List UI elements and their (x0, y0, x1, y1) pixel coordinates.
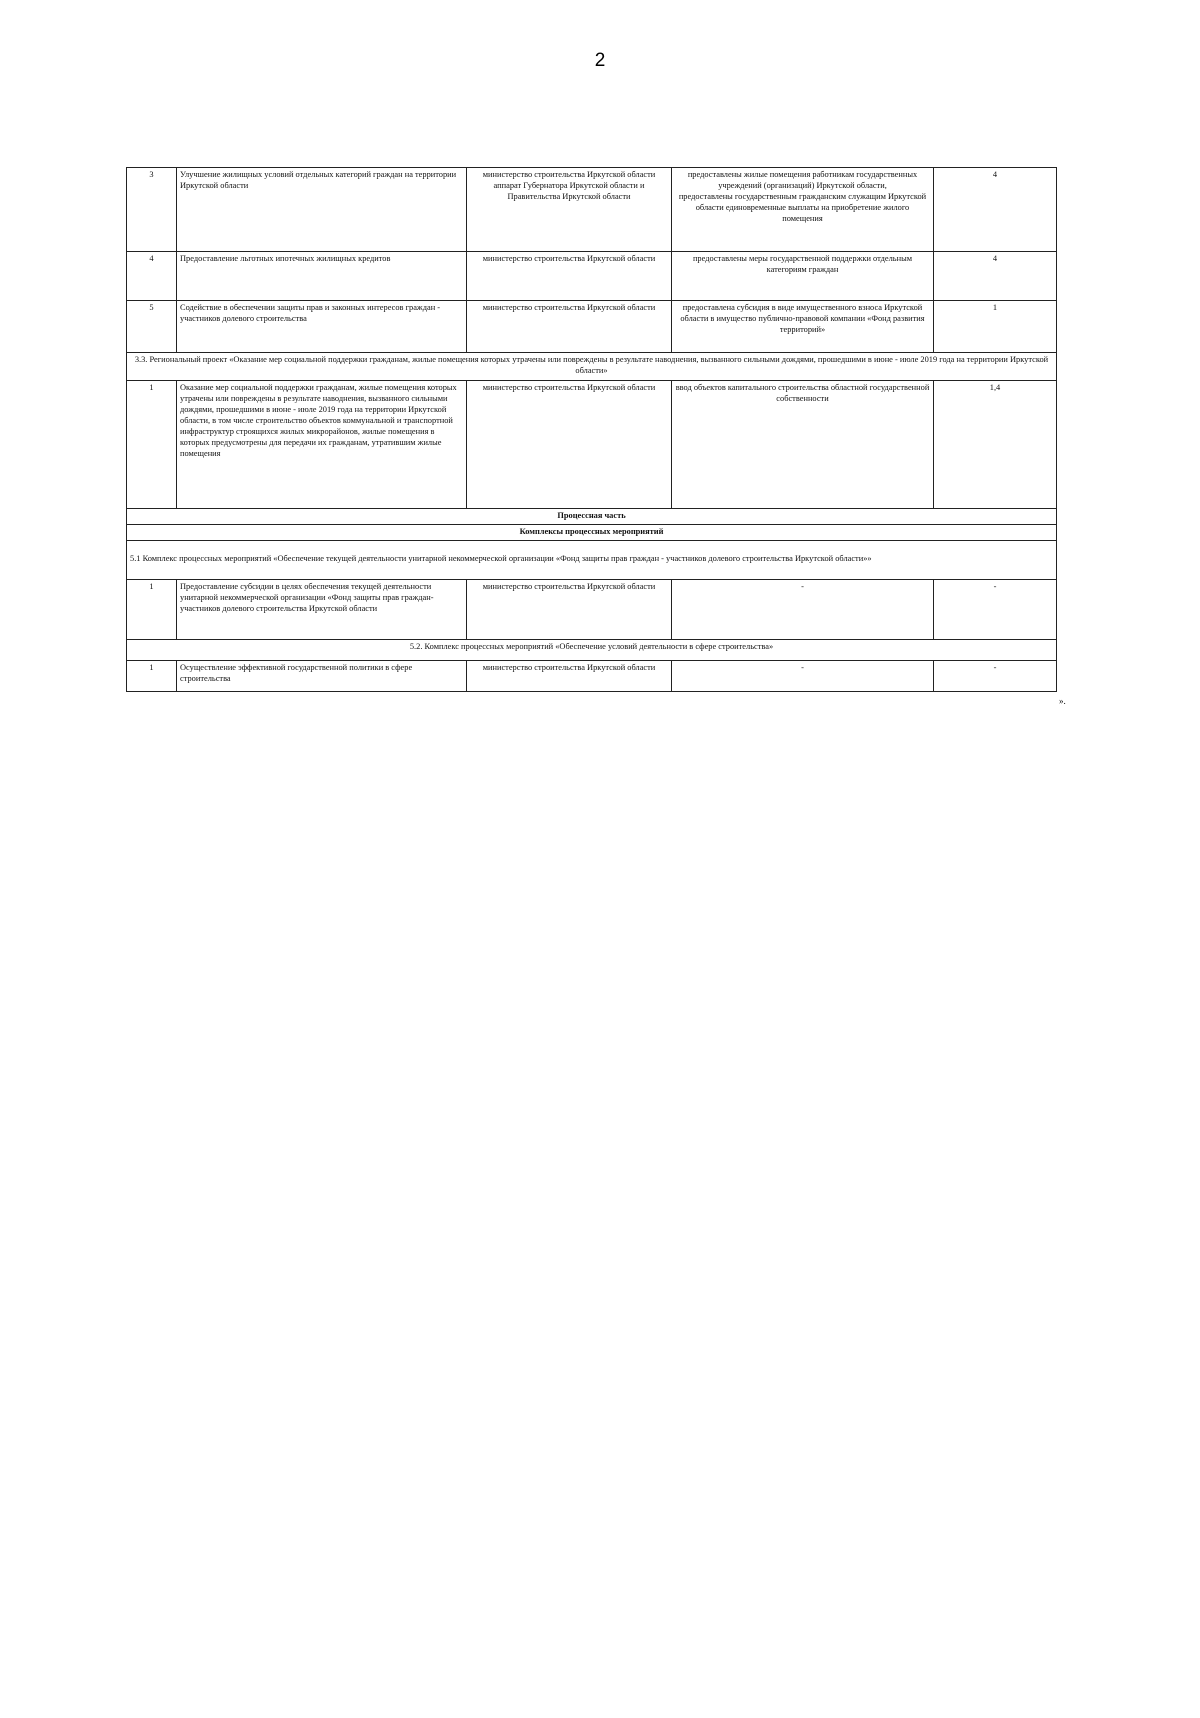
table-row (127, 301, 1057, 353)
task-name: Оказание мер социальной поддержки гражданам, жилые помещения которых утрачены или повреждены в результате наводнения, вызванного сильными дождями, прошедшими в июне - июле 2019 года на территории Иркутской области, в том числе строительство объектов коммунальной и транспортной инфраструктур строящихся жилых микрорайонов, жилые помещения в которых предусмотрены для передачи их гражданам, утратившим жилые помещения (177, 381, 467, 509)
indicator-link: - (934, 579, 1057, 639)
page-number: 2 (594, 50, 606, 71)
row-number: 1 (127, 579, 177, 639)
task-name: Предоставление субсидии в целях обеспечения текущей деятельности унитарной некоммерческой организации «Фонд защиты прав граждан-участников долевого строительства Иркутской области (177, 579, 467, 639)
expected-result (672, 168, 934, 252)
section-row (127, 540, 1057, 579)
process-part-heading: Процессная часть (127, 509, 1057, 525)
result-line: предоставлены жилые помещения работникам государственных учреждений (организаций) Иркутской области, предоставлены государственным гражданским служащим Иркутской области единовременные выплаты на приобретение жилого помещения (678, 170, 927, 223)
row-number: 4 (127, 252, 177, 301)
closing-quote-mark: ». (1059, 696, 1066, 706)
indicator-link: 1 (934, 301, 1057, 353)
responsible-body: министерство строительства Иркутской области (467, 252, 672, 301)
regional-project-3-3-heading: 3.3. Региональный проект «Оказание мер социальной поддержки гражданам, жилые помещения которых утрачены или повреждены в результате наводнения, вызванного сильными дождями, прошедшими в июне - июле 2019 года на территории Иркутской области» (127, 353, 1057, 381)
row-number: 1 (127, 660, 177, 691)
process-complex-5-1-heading: 5.1 Комплекс процессных мероприятий «Обеспечение текущей деятельности унитарной некоммерческой организации «Фонд защиты прав граждан - участников долевого строительства Иркутской области»» (127, 540, 1057, 579)
indicator-link: 1,4 (934, 381, 1057, 509)
expected-result: ввод объектов капитального строительства областной государственной собственности (672, 381, 934, 509)
table-row (127, 579, 1057, 639)
section-row (127, 639, 1057, 660)
process-complexes-heading: Комплексы процессных мероприятий (127, 524, 1057, 540)
indicator-link: 4 (934, 168, 1057, 252)
table-row (127, 252, 1057, 301)
row-number: 3 (127, 168, 177, 252)
table-row (127, 660, 1057, 691)
row-number: 5 (127, 301, 177, 353)
program-structure-table (126, 167, 1057, 692)
expected-result: - (672, 579, 934, 639)
row-number: 1 (127, 381, 177, 509)
section-row (127, 353, 1057, 381)
expected-result: - (672, 660, 934, 691)
responsible-body: министерство строительства Иркутской области (467, 301, 672, 353)
indicator-link: - (934, 660, 1057, 691)
task-name: Содействие в обеспечении защиты прав и законных интересов граждан - участников долевого строительства (177, 301, 467, 353)
responsible-body: министерство строительства Иркутской области (467, 660, 672, 691)
responsible-line: министерство строительства Иркутской области аппарат Губернатора Иркутской области и Правительства Иркутской области (482, 170, 656, 201)
indicator-link: 4 (934, 252, 1057, 301)
responsible-body (467, 168, 672, 252)
expected-result: предоставлена субсидия в виде имущественного взноса Иркутской области в имущество публично-правовой компании «Фонд развития территорий» (672, 301, 934, 353)
expected-result: предоставлены меры государственной поддержки отдельным категориям граждан (672, 252, 934, 301)
task-name: Осуществление эффективной государственной политики в сфере строительства (177, 660, 467, 691)
table-row (127, 381, 1057, 509)
table-row (127, 168, 1057, 252)
task-name: Улучшение жилищных условий отдельных категорий граждан на территории Иркутской области (177, 168, 467, 252)
section-row (127, 509, 1057, 525)
responsible-body: министерство строительства Иркутской области (467, 381, 672, 509)
section-row (127, 524, 1057, 540)
process-complex-5-2-heading: 5.2. Комплекс процессных мероприятий «Обеспечение условий деятельности в сфере строительства» (127, 639, 1057, 660)
task-name: Предоставление льготных ипотечных жилищных кредитов (177, 252, 467, 301)
responsible-body: министерство строительства Иркутской области (467, 579, 672, 639)
